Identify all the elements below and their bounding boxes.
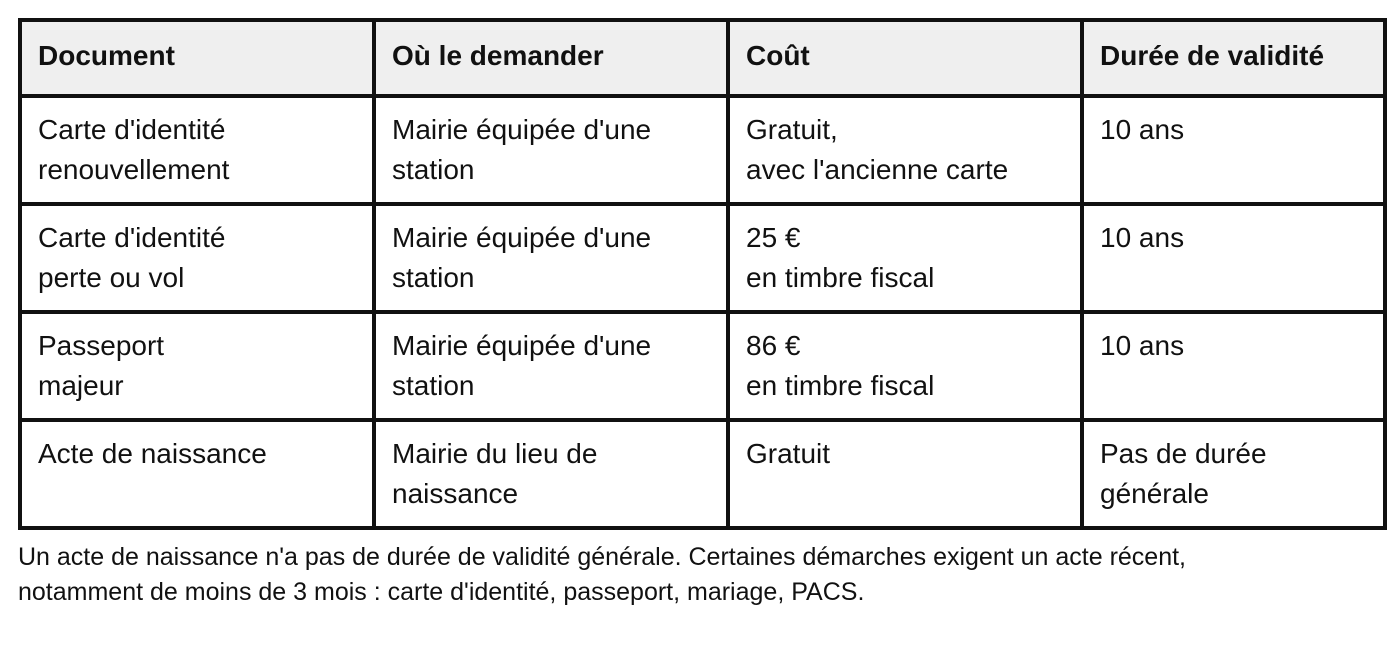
cell-line: en timbre fiscal [746,370,935,401]
cell-line: 10 ans [1100,114,1185,145]
cell-document [20,312,374,420]
cell-line: 10 ans [1100,330,1185,361]
cell-line: Mairie du lieu de [392,438,598,469]
cell-line: Mairie équipée d'une [392,330,652,361]
cell-cost [728,312,1082,420]
cell-line: Carte d'identité [38,114,226,145]
cell-document [20,420,374,528]
cell-line: 25 € [746,222,801,253]
cell-cost [728,204,1082,312]
header-where: Où le demander [374,20,728,96]
cell-line: station [392,154,475,185]
cell-line: Passeport [38,330,165,361]
cell-line: Gratuit, [746,114,838,145]
document-content [18,18,1383,610]
cell-where [374,204,728,312]
footnote-line: Un acte de naissance n'a pas de durée de validité générale. Certaines démarches exigent un acte récent, [18,543,1187,571]
cell-line: 10 ans [1100,222,1185,253]
cell-document [20,204,374,312]
cell-line: Pas de durée [1100,438,1267,469]
cell-line: perte ou vol [38,262,185,293]
cell-where [374,420,728,528]
cell-line: générale [1100,478,1209,509]
cell-line: naissance [392,478,519,509]
footnote-line: notamment de moins de 3 mois : carte d'identité, passeport, mariage, PACS. [18,578,865,606]
cell-line: Mairie équipée d'une [392,222,652,253]
cell-line: majeur [38,370,124,401]
header-validity: Durée de validité [1082,20,1385,96]
cell-validity [1082,96,1385,204]
header-document: Document [20,20,374,96]
cell-line: 86 € [746,330,801,361]
table-row [20,204,1385,312]
cell-validity [1082,312,1385,420]
table-row [20,420,1385,528]
cell-line: station [392,262,475,293]
cell-line: Gratuit [746,438,831,469]
table-row [20,312,1385,420]
cell-where [374,312,728,420]
cell-line: renouvellement [38,154,230,185]
table-header [20,20,1385,96]
cell-line: en timbre fiscal [746,262,935,293]
cell-line: Acte de naissance [38,438,267,469]
footnote [18,540,1383,610]
cell-validity [1082,420,1385,528]
header-row [20,20,1385,96]
cell-document [20,96,374,204]
cell-validity [1082,204,1385,312]
table-body [20,96,1385,528]
cell-cost [728,96,1082,204]
cell-line: Mairie équipée d'une [392,114,652,145]
table-row [20,96,1385,204]
cell-line: avec l'ancienne carte [746,154,1009,185]
cell-cost [728,420,1082,528]
cell-where [374,96,728,204]
header-cost: Coût [728,20,1082,96]
cell-line: station [392,370,475,401]
cell-line: Carte d'identité [38,222,226,253]
documents-table [18,18,1387,530]
